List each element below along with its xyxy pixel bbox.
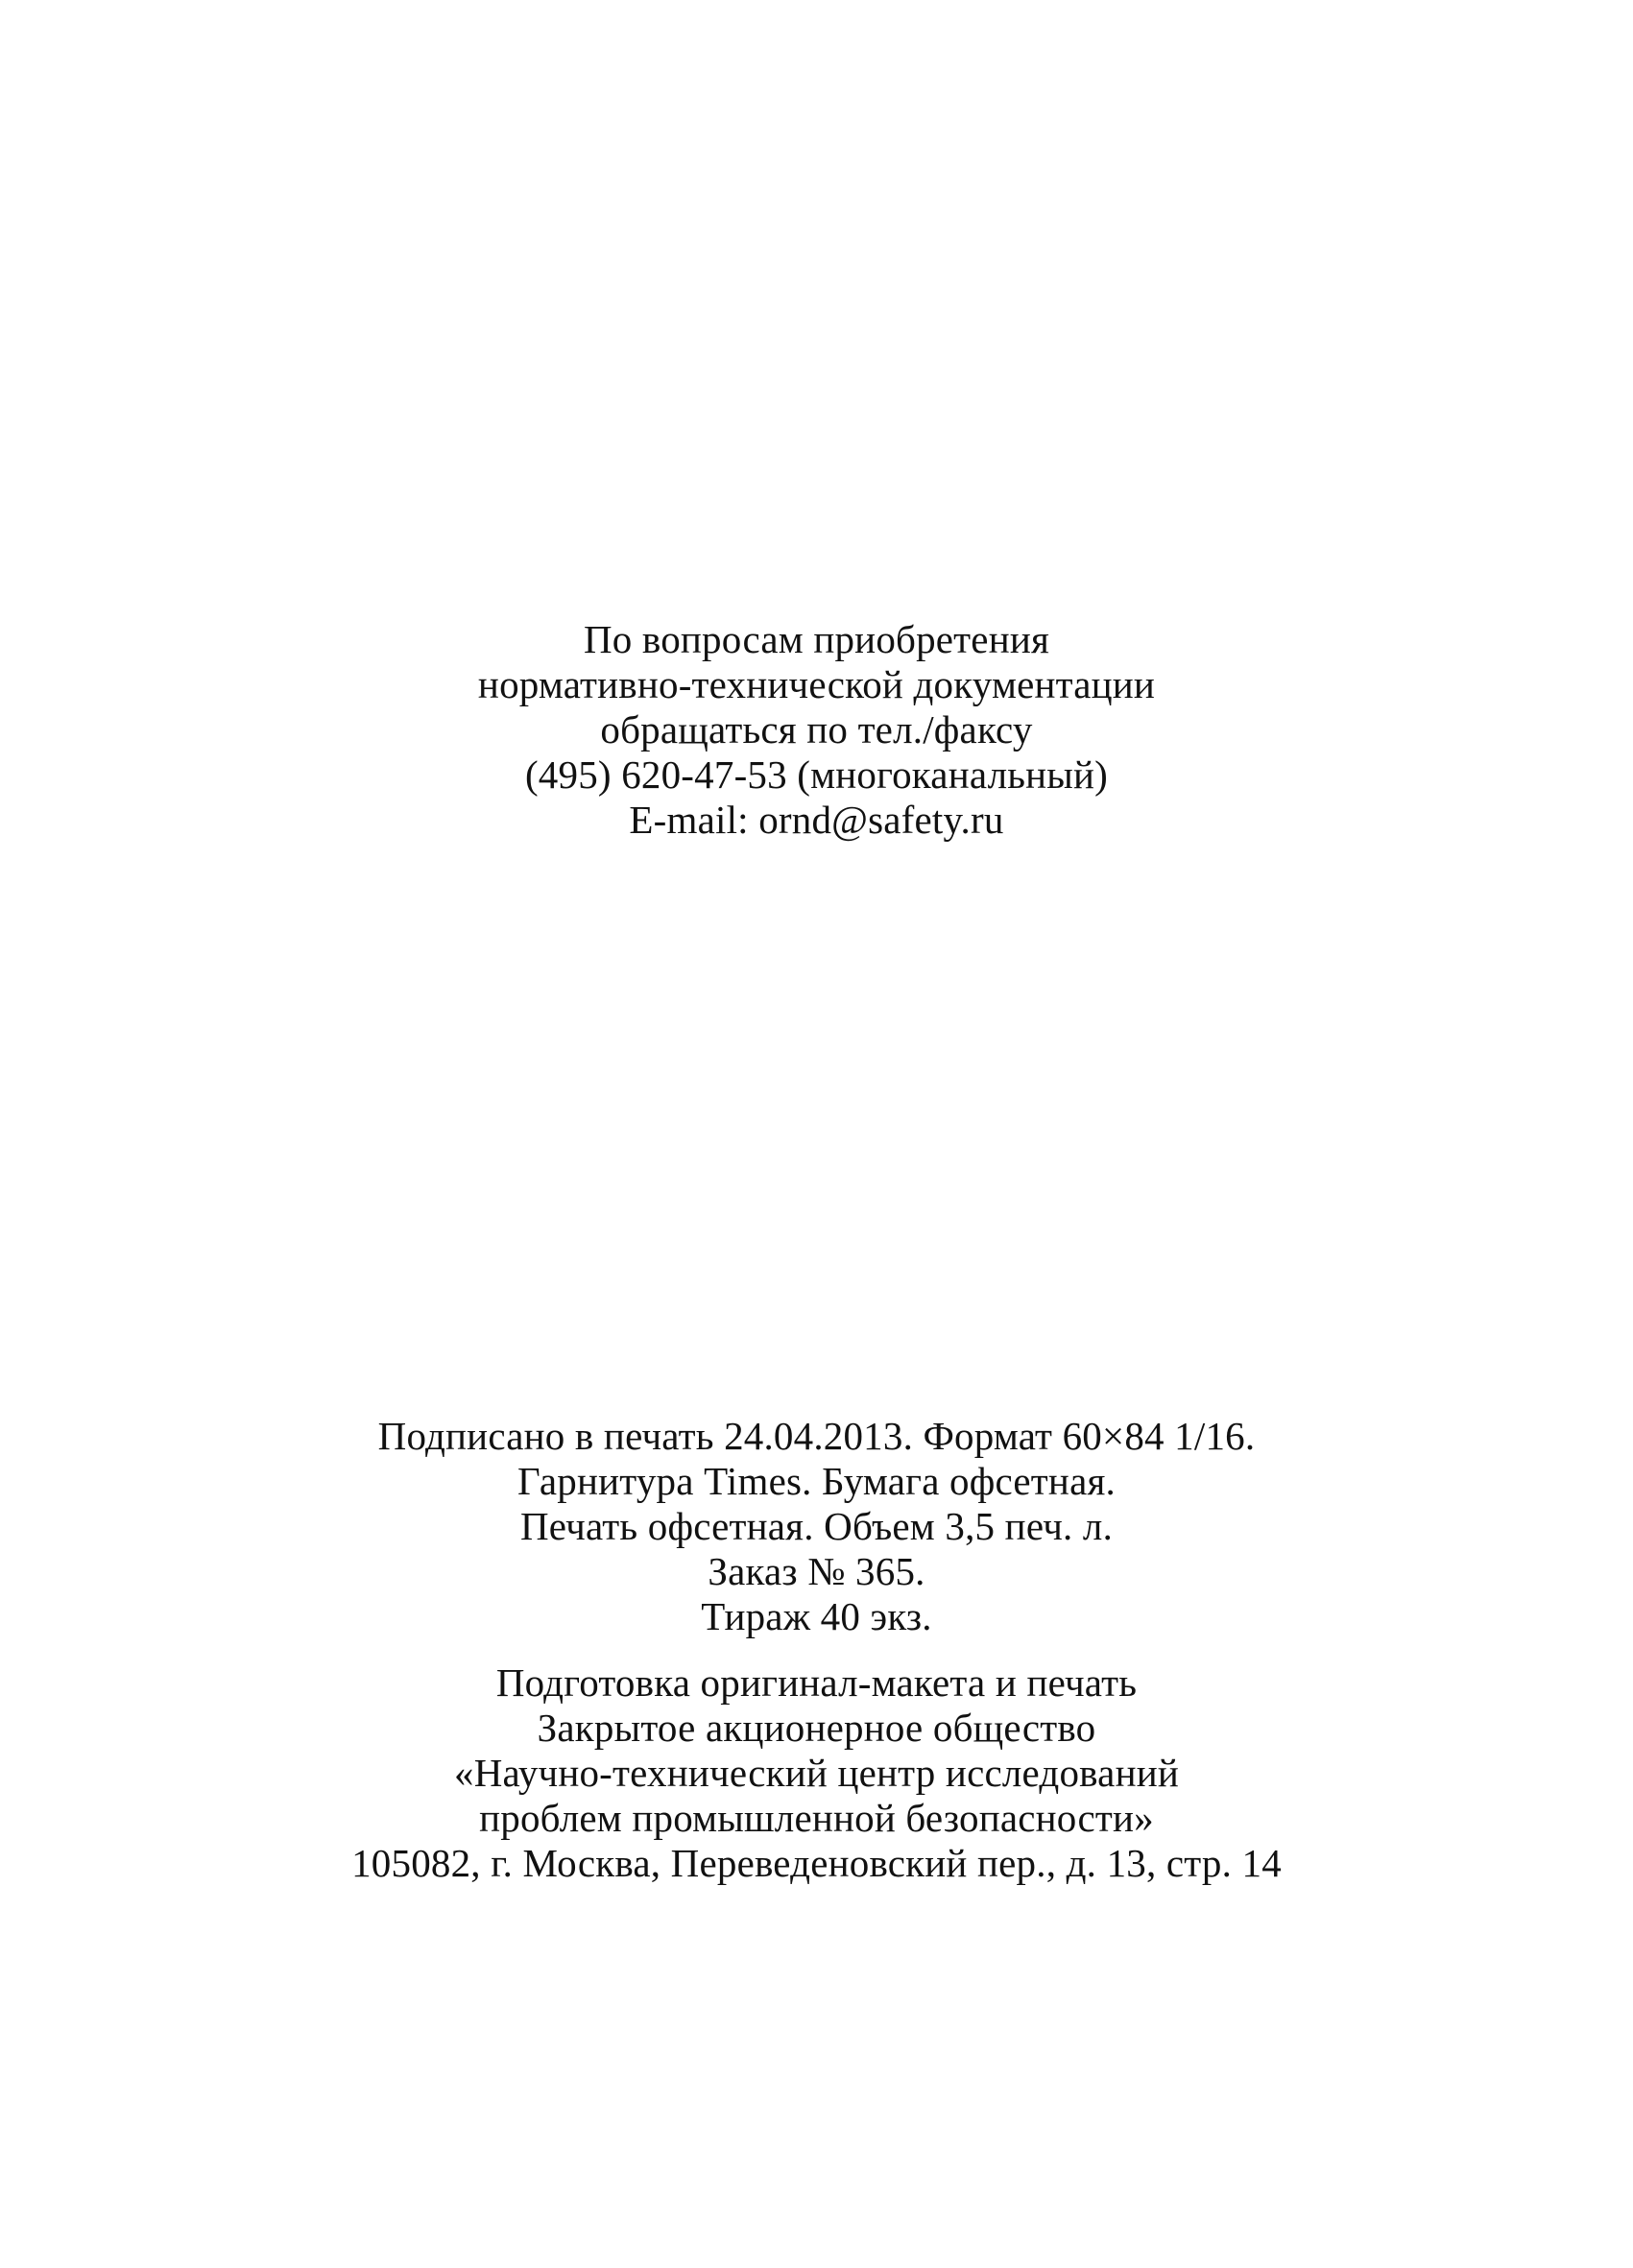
imprint-line-typeface-paper: Гарнитура Times. Бумага офсетная. [517,1459,1116,1503]
printer-line-company-name-2: проблем промышленной безопасности» [479,1796,1154,1840]
printer-line-company-name-1: «Научно-технический центр исследований [454,1751,1179,1795]
contact-line-phone-fax-label: обращаться по тел./факсу [600,707,1033,752]
printer-info-block [0,1660,1633,1886]
printer-line-address: 105082, г. Москва, Переведеновский пер., д. 13, стр. 14 [351,1841,1282,1885]
contact-line-purchase-questions: По вопросам приобретения [583,617,1050,661]
contact-line-documentation: нормативно-технической документации [477,662,1156,706]
contact-line-phone-number: (495) 620-47-53 (многоканальный) [524,752,1109,797]
imprint-details-block [0,1414,1633,1639]
contact-info-block [0,617,1633,843]
imprint-line-order-number: Заказ № 365. [708,1549,925,1593]
imprint-line-print-run: Тираж 40 экз. [701,1594,932,1638]
contact-line-email: E-mail: ornd@safety.ru [629,798,1004,842]
printer-line-company-type: Закрытое акционерное общество [537,1706,1096,1750]
printer-line-prepress: Подготовка оригинал-макета и печать [495,1660,1138,1705]
imprint-line-print-volume: Печать офсетная. Объем 3,5 печ. л. [519,1504,1114,1548]
imprint-line-signed-format: Подписано в печать 24.04.2013. Формат 60×84 1/16. [377,1414,1256,1458]
